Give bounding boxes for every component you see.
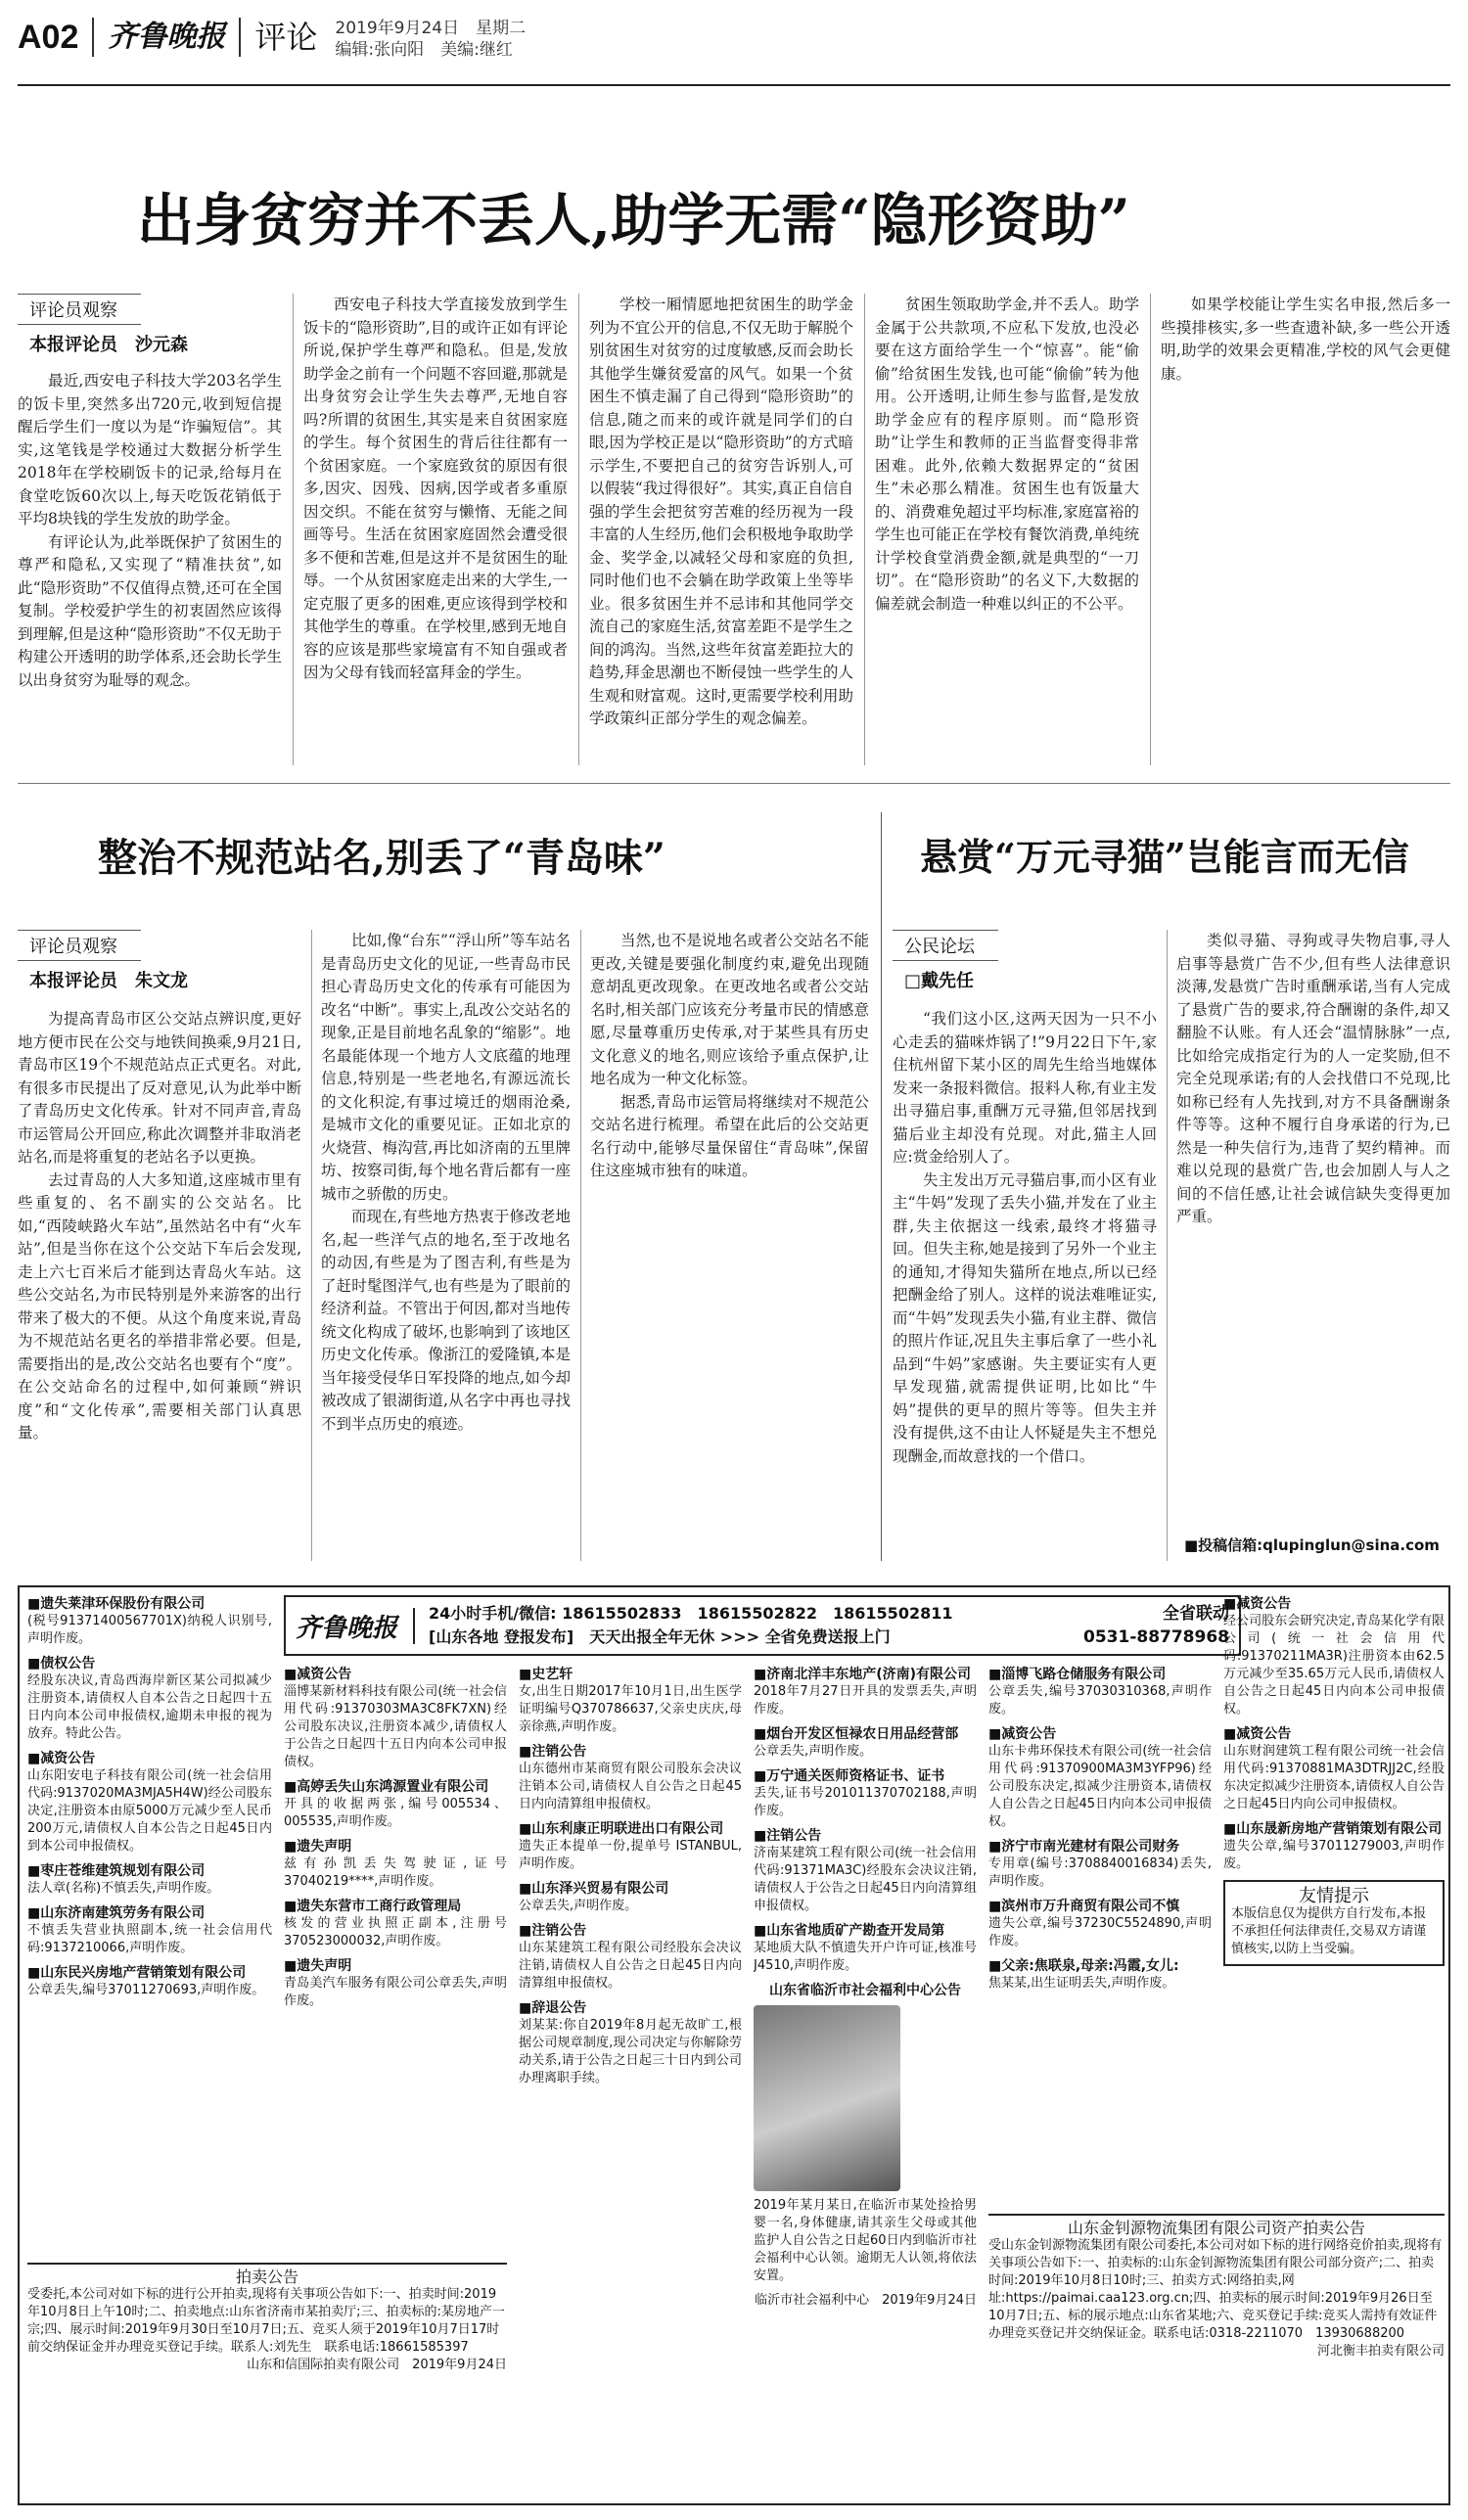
ad-title: ■万宁通关医师资格证书、证书 xyxy=(754,1768,945,1784)
article3-byline xyxy=(893,930,1176,992)
article1-author: 本报评论员 沙元森 xyxy=(29,335,188,355)
article2-col2 xyxy=(321,930,571,1561)
article1-col1 xyxy=(18,370,282,765)
ad-notice xyxy=(284,1957,507,2010)
ad-notice xyxy=(27,1655,272,1743)
ad-title: ■父亲:焦联泉,母亲:冯霞,女儿: xyxy=(988,1958,1179,1974)
ad-text: 法人章(名称)不慎丢失,声明作废。 xyxy=(27,1881,220,1896)
article1-col4 xyxy=(875,294,1139,765)
ad-title: ■山东泽兴贸易有限公司 xyxy=(519,1881,669,1897)
ad-title: ■注销公告 xyxy=(754,1828,822,1844)
ad-footer: 山东和信国际拍卖有限公司 2019年9月24日 xyxy=(247,2358,507,2372)
ad-notice xyxy=(519,1820,742,1873)
banner-contact xyxy=(415,1602,952,1649)
article2-byline xyxy=(18,930,301,992)
ad-text: 受山东金钊源物流集团有限公司委托,本公司对如下标的进行网络竞价拍卖,现将有关事项公告如下:一、拍卖标的:山东金钊源物流集团有限公司部分资产;二、拍卖时间:2019年10月8日10时;三、拍卖方式:网络拍卖,网址:https://paimai.caa123.org.cn;四、拍卖标的展示时间:2019年9月26日至10月7日;五、标的展示地点:山东省某地;六、竞买登记手续:竞买人需持有效证件办理竞买登记并交纳保证金。联系电话:0318-2211070 13930688200 xyxy=(988,2238,1443,2341)
banner-slogan: [山东各地 登报发布] 天天出报全年无休 >>> 全省免费送报上门 xyxy=(429,1627,891,1646)
ad-notice xyxy=(27,1904,272,1957)
column-rule xyxy=(580,930,581,1561)
ad-title: ■高婷丢失山东鸿源置业有限公司 xyxy=(284,1779,489,1795)
ad-notice xyxy=(988,1957,1212,1993)
ad-title: ■注销公告 xyxy=(519,1744,587,1760)
banner-network: 全省联动 xyxy=(1163,1604,1229,1624)
article-separator xyxy=(881,812,882,1561)
article2-paragraph: 据悉,青岛市运管局将继续对不规范公交站名进行梳理。希望在此后的公交站更名行动中,能够尽量保留住“青岛味”,保留住这座城市独有的味道。 xyxy=(590,1092,869,1179)
ad-title: ■遗失声明 xyxy=(284,1839,352,1855)
ad-notice xyxy=(519,1666,742,1736)
ad-title: ■山东省地质矿产勘查开发局第 xyxy=(754,1923,945,1939)
ad-banner xyxy=(284,1595,1241,1656)
page-number: A02 xyxy=(18,18,94,57)
article2-paragraph: 而现在,有些地方热衷于修改老地名,起一些洋气点的地名,至于改地名的动因,有些是为了图吉利,有些是为了赶时髦图洋气,也有些是为了眼前的经济利益。不管出于何因,都对当地传统文化构成了破坏,也影响到了该地区历史文化传承。像浙江的爱隆镇,本是当年接受侵华日军投降的地点,如今却被改成了银湖街道,从名字中再也寻找不到半点历史的痕迹。 xyxy=(321,1208,571,1433)
ad-title: ■遗失声明 xyxy=(284,1958,352,1974)
tip-title: 友情提示 xyxy=(1299,1886,1369,1906)
column-rule xyxy=(1167,930,1168,1561)
ad-title: ■山东民兴房地产营销策划有限公司 xyxy=(27,1965,247,1981)
ad-text: 青岛美汽车服务有限公司公章丢失,声明作废。 xyxy=(284,1976,507,2008)
ad-text: 受委托,本公司对如下标的进行公开拍卖,现将有关事项公告如下:一、拍卖时间:2019年10月8日上午10时;二、拍卖地点:山东省济南市某拍卖厅;三、拍卖标的:某房地产一宗;四、展示时间:2019年9月30日至10月7日;五、竞买人须于2019年10月7日17时前交纳保证金并办理竞买登记手续。联系人:刘先生 联系电话:18661585397 xyxy=(27,2287,505,2355)
article1-paragraph: 有评论认为,此举既保护了贫困生的尊严和隐私,又实现了“精准扶贫”,如此“隐形资助”不仅值得点赞,还可在全国复制。学校爱护学生的初衷固然应该得到理解,但是这种“隐形资助”不仅无助于构建公开透明的助学体系,还会助长学生以出身贫穷为耻辱的观念。 xyxy=(18,532,282,689)
ad-text: 临沂市社会福利中心 2019年9月24日 xyxy=(755,2293,977,2308)
ad-notice xyxy=(284,1778,507,1831)
ad-text: 经股东决议,青岛西海岸新区某公司拟减少注册资本,请债权人自本公告之日起四十五日内向本公司申报债权,逾期未申报的视为放弃。特此公告。 xyxy=(27,1673,272,1741)
article3-column-tag: 公民论坛 xyxy=(893,930,998,961)
article1-col2 xyxy=(303,294,568,765)
ad-title: ■山东济南建筑劳务有限公司 xyxy=(27,1905,206,1921)
ad-column-5 xyxy=(988,1666,1212,2210)
ad-notice xyxy=(519,1880,742,1915)
ad-text: 刘某某:你自2019年8月起无故旷工,根据公司规章制度,现公司决定与你解除劳动关系,请于公告之日起三十日内到公司办理离职手续。 xyxy=(519,2018,742,2085)
ad-text: 公章丢失,编号37030310368,声明作废。 xyxy=(988,1684,1212,1717)
article2-paragraph: 当然,也不是说地名或者公交站名不能更改,关键是要强化制度约束,避免出现随意胡乱更改现象。在更改地名或者公交站名时,相关部门应该充分考量市民的情感意愿,尽量尊重历史传承,对于某些具有历史文化意义的地名,则应该给予重点保护,让地名成为一种文化标签。 xyxy=(590,932,869,1087)
ad-column-3 xyxy=(519,1666,742,2496)
section-divider xyxy=(18,783,1450,784)
ad-text: 某地质大队不慎遗失开户许可证,核准号J4510,声明作废。 xyxy=(754,1941,977,1973)
ad-notice xyxy=(754,1666,977,1718)
ad-text: 不慎丢失营业执照副本,统一社会信用代码:9137210066,声明作废。 xyxy=(27,1923,272,1955)
article1-col3 xyxy=(589,294,853,765)
article2-paragraph: 去过青岛的人大多知道,这座城市里有些重复的、名不副实的公交站名。比如,“西陵峡路火车站”,虽然站名中有“火车站”,但是当你在这个公交站下车后会发现,走上六七百米后才能到达青岛火车站。这些公交站名,为市民特别是外来游客的出行带来了极大的不便。从这个角度来说,青岛为不规范站名更名的举措非常必要。但是,需要指出的是,改公交站名也要有个“度”。在公交站命名的过程中,如何兼顾“辨识度”和“文化传承”,需要相关部门认真思量。 xyxy=(18,1170,301,1442)
article1-paragraph: 最近,西安电子科技大学203名学生的饭卡里,突然多出720元,收到短信提醒后学生们一度以为是“诈骗短信”。其实,这笔钱是学校通过大数据分析学生2018年在学校刷饭卡的记录,给每月在食堂吃饭60次以上,每天吃饭花销低于平均8块钱的学生发放的助学金。 xyxy=(18,372,282,527)
column-rule xyxy=(578,294,579,765)
issue-date: 2019年9月24日 星期二 xyxy=(335,19,527,38)
ad-title: 拍卖公告 xyxy=(235,2268,298,2286)
ad-title: ■遗失东营市工商行政管理局 xyxy=(284,1899,462,1914)
ad-title: ■山东利康正明联进出口有限公司 xyxy=(519,1821,724,1837)
page-header xyxy=(18,18,1450,86)
friendly-tip-box xyxy=(1223,1880,1445,1966)
ad-title: ■减资公告 xyxy=(284,1667,352,1682)
ad-text: 公章丢失,编号37011270693,声明作废。 xyxy=(27,1983,265,1997)
ad-title: ■山东晟新房地产营销策划有限公司 xyxy=(1223,1821,1443,1837)
ad-text: 山东卡弗环保技术有限公司(统一社会信用代码:91370900MA3M3YFP96)经公司股东决定,拟减少注册资本,请债权人自公告之日起45日内向本公司申报债权。 xyxy=(988,1744,1212,1829)
column-rule xyxy=(311,930,312,1561)
article2-paragraph: 比如,像“台东”“浮山所”等车站名是青岛历史文化的见证,一些青岛市民担心青岛历史文化的传承有可能因为改名“中断”。事实上,乱改公交站名的现象,正是目前地名乱象的“缩影”。地名最能体现一个地方人文底蕴的地理信息,特别是一些老地名,有源远流长的文化积淀,有事过境迁的烟雨沧桑,是城市文化的重要见证。正如北京的火烧营、梅沟营,再比如济南的五里牌坊、按察司街,每个地名背后都有一座城市之骄傲的历史。 xyxy=(321,932,571,1203)
article1-col5 xyxy=(1161,294,1450,765)
ad-title: ■遗失莱津环保股份有限公司 xyxy=(27,1596,206,1612)
ad-text: 经公司股东会研究决定,青岛某化学有限公司(统一社会信用代码:91370211MA3R)注册资本由62.5万元减少至35.65万元人民币,请债权人自公告之日起45日内向本公司申报债权。 xyxy=(1223,1614,1445,1717)
section-name: 评论 xyxy=(254,19,318,56)
auction-notice-large xyxy=(988,2214,1445,2496)
ad-notice xyxy=(754,1827,977,1915)
ad-text: 女,出生日期2017年10月1日,出生医学证明编号Q370786637,父亲史庆庆,母亲徐燕,声明作废。 xyxy=(519,1684,742,1734)
ad-text: 开具的收据两张,编号005534、005535,声明作废。 xyxy=(284,1797,507,1829)
ad-title: ■注销公告 xyxy=(519,1923,587,1939)
ad-column-2 xyxy=(284,1666,507,2249)
ad-column-6 xyxy=(1223,1595,1445,2210)
ad-text: 公章丢失,声明作废。 xyxy=(519,1899,638,1913)
column-rule xyxy=(864,294,865,765)
ad-notice xyxy=(988,1666,1212,1718)
article3-headline: 悬赏“万元寻猫”岂能言而无信 xyxy=(920,835,1409,879)
ad-title: ■减资公告 xyxy=(988,1726,1057,1742)
ad-title: ■济南北洋丰东地产(济南)有限公司 xyxy=(754,1667,972,1682)
ad-notice xyxy=(284,1838,507,1891)
ad-text: 焦某某,出生证明丢失,声明作废。 xyxy=(988,1976,1175,1991)
banner-hotline: 0531-88778968 xyxy=(1083,1627,1229,1647)
ad-notice xyxy=(754,1922,977,1975)
ad-title: ■史艺轩 xyxy=(519,1667,573,1682)
classified-ads xyxy=(18,1585,1450,2505)
column-rule xyxy=(1150,294,1151,765)
ad-notice xyxy=(1223,1725,1445,1813)
article1-paragraph: 如果学校能让学生实名申报,然后多一些摸排核实,多一些查遗补缺,多一些公开透明,助学的效果会更精准,学校的风气会更健康。 xyxy=(1161,296,1450,383)
ad-title: ■减资公告 xyxy=(1223,1596,1292,1612)
ad-title: ■债权公告 xyxy=(27,1656,96,1672)
ad-text: 丢失,证书号201011370702188,声明作废。 xyxy=(754,1786,977,1818)
ad-title: ■枣庄苍维建筑规划有限公司 xyxy=(27,1863,206,1879)
ad-notice xyxy=(27,1862,272,1898)
article3-col2 xyxy=(1176,930,1450,1527)
ad-title: ■淄博飞路仓储服务有限公司 xyxy=(988,1667,1167,1682)
banner-phone-line: 24小时手机/微信: 18615502833 18615502822 18615502811 xyxy=(429,1604,953,1623)
submission-email: ■投稿信箱:qlupinglun@sina.com xyxy=(1184,1536,1440,1554)
banner-logo: 齐鲁晚报 xyxy=(296,1608,415,1644)
ad-text: 山东阳安电子科技有限公司(统一社会信用代码:9137020MA3MJA5H4W)经公司股东决定,注册资本由原5000万元减少至人民币200万元,请债权人自本公告之日起45日内到本公司申报债权。 xyxy=(27,1768,272,1854)
ad-text: 山东某建筑工程有限公司经股东会决议注销,请债权人自公告之日起45日内向清算组申报债权。 xyxy=(519,1941,742,1991)
tip-text: 本版信息仅为提供方自行发布,本报不承担任何法律责任,交易双方请谨慎核实,以防上当受骗。 xyxy=(1231,1906,1427,1956)
ad-text: 2019年某月某日,在临沂市某处捡拾男婴一名,身体健康,请其亲生父母或其他监护人自公告之日起60日内到临沂市社会福利中心认领。逾期无人认领,将依法安置。 xyxy=(754,2198,977,2283)
ad-text: 济南某建筑工程有限公司(统一社会信用代码:91371MA3C)经股东会决议注销,请债权人于公告之日起45日内向清算组申报债权。 xyxy=(754,1846,977,1913)
ad-text: 遗失公章,编号37011279003,声明作废。 xyxy=(1223,1839,1445,1871)
article3-paragraph: “我们这小区,这两天因为一只不小心走丢的猫咪炸锅了!”9月22日下午,家住杭州留下某小区的周先生给当地媒体发来一条报料微信。报料人称,有业主发出寻猫启事,重酬万元寻猫,但邻居找到猫后业主却没有兑现。对此,猫主人回应:赏金给别人了。 xyxy=(893,1010,1157,1166)
ad-notice xyxy=(754,1725,977,1761)
article1-paragraph: 学校一厢情愿地把贫困生的助学金列为不宜公开的信息,不仅无助于解脱个别贫困生对贫穷的过度敏感,反而会助长其他学生嫌贫爱富的风气。如果一个贫困生不慎走漏了自己得到“隐形资助”的信息,随之而来的或许就是同学们的白眼,因为学校正是以“隐形资助”的方式暗示学生,不要把自己的贫穷告诉别人,可以假装“我过得很好”。其实,真正自信自强的学生会把贫穷苦难的经历视为一段丰富的人生经历,他们会积极地争取助学金、奖学金,以减轻父母和家庭的负担,同时他们也不会躺在助学政策上坐等毕业。很多贫困生并不忌讳和其他同学交流自己的家庭生活,贫富差距不是学生之间的鸿沟。当然,这些年贫富差距拉大的趋势,拜金思潮也不断侵蚀一些学生的人生观和财富观。这时,更需要学校利用助学政策纠正部分学生的观念偏差。 xyxy=(589,296,853,727)
ad-text: 专用章(编号:3708840016834)丢失,声明作废。 xyxy=(988,1856,1212,1889)
article1-byline xyxy=(18,294,223,356)
ad-column-4 xyxy=(754,1666,977,2496)
ad-notice xyxy=(27,1595,272,1648)
column-rule xyxy=(293,294,294,765)
ad-text: 淄博某新材料科技有限公司(统一社会信用代码:91370303MA3C8FK7XN)经公司股东决议,注册资本减少,请债权人于公告之日起四十五日内向本公司申报债权。 xyxy=(284,1684,507,1769)
ad-text: 兹有孙凯丢失驾驶证,证号37040219****,声明作废。 xyxy=(284,1856,507,1889)
ad-title: ■济宁市南光建材有限公司财务 xyxy=(988,1839,1180,1855)
ad-title: ■辞退公告 xyxy=(519,2000,587,2016)
newspaper-logo: 齐鲁晚报 xyxy=(94,18,241,57)
ad-title: 山东金钊源物流集团有限公司资产拍卖公告 xyxy=(1067,2219,1365,2237)
ad-notice xyxy=(1223,1820,1445,1873)
ad-notice xyxy=(754,2292,977,2310)
ad-notice xyxy=(519,1743,742,1813)
ad-title: ■减资公告 xyxy=(1223,1726,1292,1742)
article2-headline: 整治不规范站名,别丢了“青岛味” xyxy=(98,835,665,881)
article2-author: 本报评论员 朱文龙 xyxy=(29,971,188,991)
ad-notice xyxy=(284,1666,507,1771)
ad-column-1 xyxy=(27,1595,272,2259)
ad-text: 山东德州市某商贸有限公司股东会决议注销本公司,请债权人自公告之日起45日内向清算组申报债权。 xyxy=(519,1762,742,1811)
article3-author: □戴先任 xyxy=(904,971,975,991)
ad-text: 山东财润建筑工程有限公司统一社会信用代码:91370881MA3DTRJJ2C,经股东决定拟减少注册资本,请债权人自公告之日起45日内向公司申报债权。 xyxy=(1223,1744,1445,1811)
article3-paragraph: 失主发出万元寻猫启事,而小区有业主“牛妈”发现了丢失小猫,并发在了业主群,失主依据这一线索,最终才将猫寻回。但失主称,她是接到了另外一个业主的通知,才得知失猫所在地点,所以已经把酬金给了别人。这样的说法难唯证实,而“牛妈”发现丢失小猫,有业主群、微信的照片作证,况且失主事后拿了一些小礼品到“牛妈”家感谢。失主要证实有人更早发现猫,就需提供证明,比如比“牛妈”提供的更早的照片等等。但失主并没有提供,这不由让人怀疑是失主不想兑现酬金,而故意找的一个借口。 xyxy=(893,1170,1157,1465)
article2-paragraph: 为提高青岛市区公交站点辨识度,更好地方便市民在公交与地铁间换乘,9月21日,青岛市区19个不规范站点正式更名。对此,有很多市民提出了反对意见,认为此举中断了青岛历史文化传承。针对不同声音,青岛市运管局公开回应,称此次调整并非取消老站名,而是将重复的老站名予以更换。 xyxy=(18,1010,301,1166)
article3-col1 xyxy=(893,1008,1157,1561)
ad-notice xyxy=(754,1982,977,2285)
article2-column-tag: 评论员观察 xyxy=(18,930,141,961)
ad-notice xyxy=(1223,1595,1445,1718)
article2-col3 xyxy=(590,930,869,1561)
ad-title: ■减资公告 xyxy=(27,1751,96,1766)
ad-text: 核发的营业执照正副本,注册号370523000032,声明作废。 xyxy=(284,1916,507,1948)
ad-title: 山东省临沂市社会福利中心公告 xyxy=(769,1983,961,1998)
article1-headline: 出身贫穷并不丢人,助学无需“隐形资助” xyxy=(137,187,1130,253)
article2-col1 xyxy=(18,1008,301,1561)
ad-notice xyxy=(27,1750,272,1856)
ad-text: 2018年7月27日开具的发票丢失,声明作废。 xyxy=(754,1684,977,1717)
ad-text: (税号91371400567701X)纳税人识别号,声明作废。 xyxy=(27,1614,272,1646)
ad-text: 公章丢失,声明作废。 xyxy=(754,1744,873,1759)
ad-notice xyxy=(519,1922,742,1993)
infant-photo xyxy=(754,2005,900,2191)
ad-notice xyxy=(988,1838,1212,1891)
ad-title: ■滨州市万升商贸有限公司不慎 xyxy=(988,1899,1180,1914)
article1-paragraph: 贫困生领取助学金,并不丢人。助学金属于公共款项,不应私下发放,也没必要在这方面给学生一个“惊喜”。能“偷偷”给贫困生发钱,也可能“偷偷”转为他用。公开透明,让师生参与监督,是发放助学金应有的程序原则。而“隐形资助”让学生和教师的正当监督变得非常困难。此外,依赖大数据界定的“贫困生”未必那么精准。贫困生也有饭量大的、消费难免超过平均标准,家庭富裕的学生也可能正在学校有餐饮消费,单纯统计学校食堂消费金额,就是典型的“一刀切”。在“隐形资助”的名义下,大数据的偏差就会制造一种难以纠正的不公平。 xyxy=(875,296,1139,613)
banner-right xyxy=(1083,1602,1229,1649)
ad-title: ■烟台开发区恒禄农日用品经营部 xyxy=(754,1726,959,1742)
ad-text: 遗失正本提单一份,提单号 ISTANBUL,声明作废。 xyxy=(519,1839,742,1871)
ad-notice xyxy=(27,1964,272,1999)
ad-notice xyxy=(988,1725,1212,1831)
ad-notice xyxy=(519,1999,742,2087)
auction-notice-small xyxy=(27,2263,507,2496)
article1-paragraph: 西安电子科技大学直接发放到学生饭卡的“隐形资助”,目的或许正如有评论所说,保护学生尊严和隐私。但是,发放助学金之前有一个问题不容回避,那就是出身贫穷会让学生失去尊严,无地自容吗?所谓的贫困生,其实是来自贫困家庭的学生。每个贫困生的背后往往都有一个贫困家庭。一个家庭致贫的原因有很多,因灾、因残、因病,因学或者多重原因交织。不能在贫穷与懒惰、无能之间画等号。生活在贫困家庭固然会遭受很多不便和苦难,但是这并不是贫困生的耻辱。一个从贫困家庭走出来的大学生,一定克服了更多的困难,更应该得到学校和其他学生的尊重。在学校里,感到无地自容的应该是那些家境富有不知自强或者因为父母有钱而轻富拜金的学生。 xyxy=(303,296,568,681)
ad-notice xyxy=(988,1898,1212,1950)
ad-notice xyxy=(754,1767,977,1820)
ad-text: 遗失公章,编号37230C5524890,声明作废。 xyxy=(988,1916,1212,1948)
article3-paragraph: 类似寻猫、寻狗或寻失物启事,寻人启事等悬赏广告不少,但有些人法律意识淡薄,发悬赏广告时重酬承诺,当有人完成了悬赏广告的要求,符合酬谢的条件,却又翻脸不认账。有人还会“温情脉脉”一点,比如给完成指定行为的人一定奖励,但不完全兑现承诺;有的人会找借口不兑现,比如称已经有人先找到,对方不具备酬谢条件等等。这种不履行自身承诺的行为,已然是一种失信行为,违背了契约精神。而难以兑现的悬赏广告,也会加剧人与人之间的不信任感,让社会诚信缺失变得更加严重。 xyxy=(1176,932,1450,1225)
issue-meta xyxy=(331,18,526,61)
editor-credits: 编辑:张向阳 美编:继红 xyxy=(335,40,513,60)
ad-footer: 河北衡丰拍卖有限公司 xyxy=(1316,2344,1445,2359)
ad-notice xyxy=(284,1898,507,1950)
article1-column-tag: 评论员观察 xyxy=(18,294,141,325)
